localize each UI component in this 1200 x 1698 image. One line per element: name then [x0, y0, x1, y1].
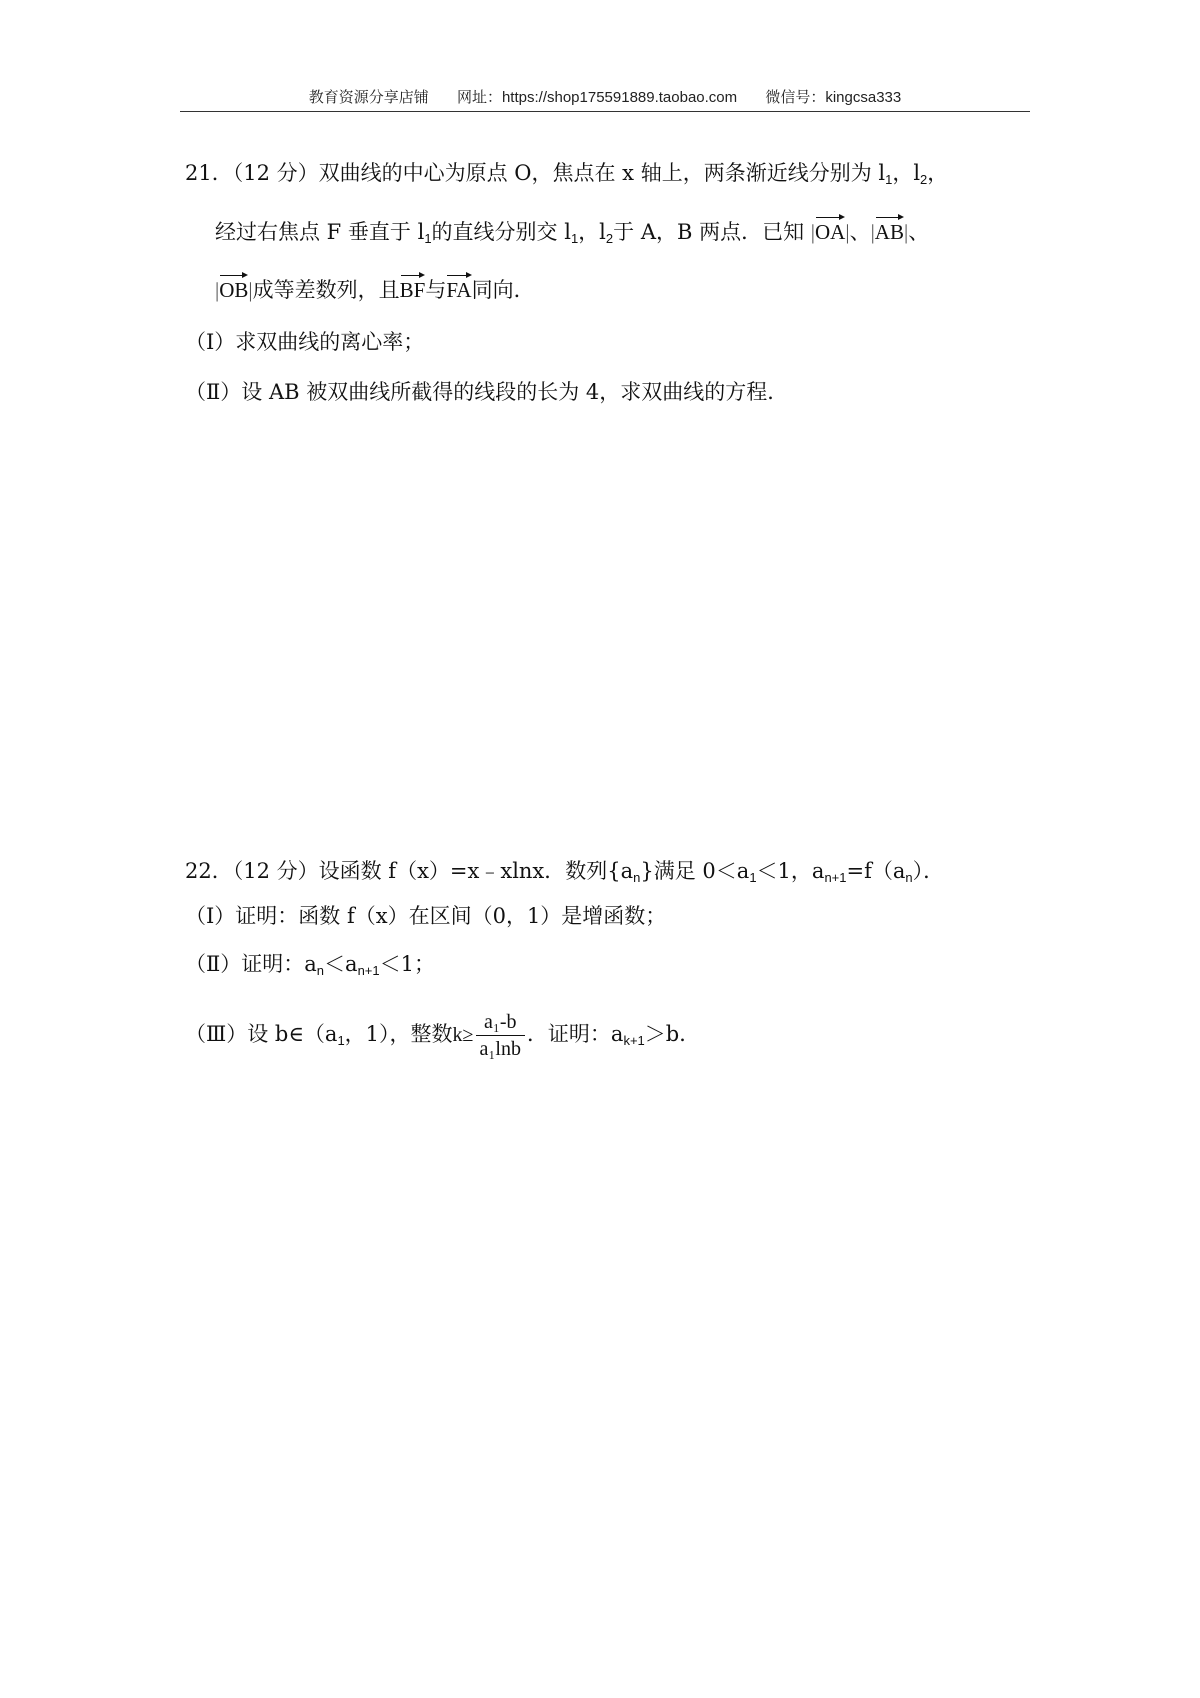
q22-text: 22．（12 分）设函数 f（x）=x﹣xlnx．数列{a — [185, 859, 634, 883]
abs-bar: | — [845, 220, 850, 244]
q21-text: ， — [927, 161, 949, 185]
q21-text-a: 21．（12 分）双曲线的中心为原点 O，焦点在 x 轴上，两条渐近线分别为 l — [185, 161, 886, 185]
q21-line1 — [185, 159, 948, 194]
q21-text: 成等差数列，且 — [252, 278, 400, 302]
abs-bar: | — [215, 278, 220, 302]
q21-text: ，l — [892, 161, 921, 185]
header-url: 网址：https://shop175591889.taobao.com — [456, 89, 738, 106]
vector-oa: OA — [815, 214, 845, 246]
q21-text: 与 — [425, 278, 447, 302]
q21-text: 同向． — [471, 278, 535, 302]
q21-line3 — [215, 272, 535, 304]
q22-part2 — [185, 950, 435, 985]
abs-bar: | — [870, 220, 875, 244]
q21-sub: 1 — [424, 231, 432, 246]
q22-text: ＜1，a — [756, 859, 825, 883]
vector-fa: FA — [446, 272, 471, 304]
q22-sub: 1 — [749, 870, 757, 885]
q21-sub: 1 — [570, 231, 579, 246]
q22-part1: （Ⅰ）证明：函数 f（x）在区间（0，1）是增函数； — [185, 904, 667, 928]
header-wechat: 微信号：kingcsa333 — [765, 89, 902, 106]
q22-line1 — [185, 857, 944, 892]
q21-text: 、 — [908, 220, 930, 244]
q21-sub: 1 — [885, 172, 893, 187]
q22-sub: n — [316, 963, 325, 978]
vector-bf: BF — [400, 272, 426, 304]
q22-sub: n — [633, 870, 641, 885]
q21-line2 — [215, 214, 929, 253]
vector-ab: AB — [875, 214, 904, 246]
fraction-denominator: a₁lnb — [479, 1038, 521, 1060]
q21-part1: （Ⅰ）求双曲线的离心率； — [185, 330, 425, 354]
q22-text: }满足 0＜a — [640, 859, 750, 883]
ge-sign: ≥ — [462, 1024, 474, 1046]
q22-text: ＞b． — [644, 1022, 701, 1046]
q22-text: ，1），整数 — [344, 1022, 453, 1046]
q22-sub: 1 — [337, 1033, 345, 1048]
q21-text: ，l — [578, 220, 606, 244]
vector-ob: OB — [219, 272, 248, 304]
q22-sub: n — [905, 870, 913, 885]
q22-text: ．证明：a — [526, 1022, 624, 1046]
q21-part2: （Ⅱ）设 AB 被双曲线所截得的线段的长为 4，求双曲线的方程． — [185, 380, 789, 404]
q22-text: ＜a — [324, 952, 358, 976]
var-k: k — [452, 1024, 463, 1046]
q22-part3 — [185, 1004, 700, 1071]
page-header — [180, 86, 1030, 107]
header-divider — [180, 111, 1030, 112]
abs-bar: | — [248, 278, 253, 302]
abs-bar: | — [810, 220, 815, 244]
q21-sub: 2 — [605, 231, 614, 246]
q22-text: ＜1； — [379, 952, 435, 976]
q22-sub: n+1 — [824, 870, 847, 885]
q22-text: =f（a — [846, 859, 906, 883]
q22-text: ）． — [912, 859, 945, 883]
q21-text: 、 — [849, 220, 871, 244]
header-shop: 教育资源分享店铺 — [308, 89, 429, 106]
q21-sub: 2 — [920, 172, 928, 187]
q21-text: 经过右焦点 F 垂直于 l — [215, 220, 425, 244]
q21-text: 的直线分别交 l — [431, 220, 571, 244]
q22-text: （Ⅱ）证明：a — [185, 952, 317, 976]
fraction-numerator: a₁-b — [476, 1009, 525, 1036]
fraction — [476, 1009, 525, 1062]
q22-sub: n+1 — [357, 963, 380, 978]
q21-text: 于 A，B 两点．已知 — [613, 220, 805, 244]
abs-bar: | — [903, 220, 909, 244]
q22-text: （Ⅲ）设 b∈（a — [185, 1022, 338, 1046]
q22-sub: k+1 — [623, 1033, 645, 1048]
